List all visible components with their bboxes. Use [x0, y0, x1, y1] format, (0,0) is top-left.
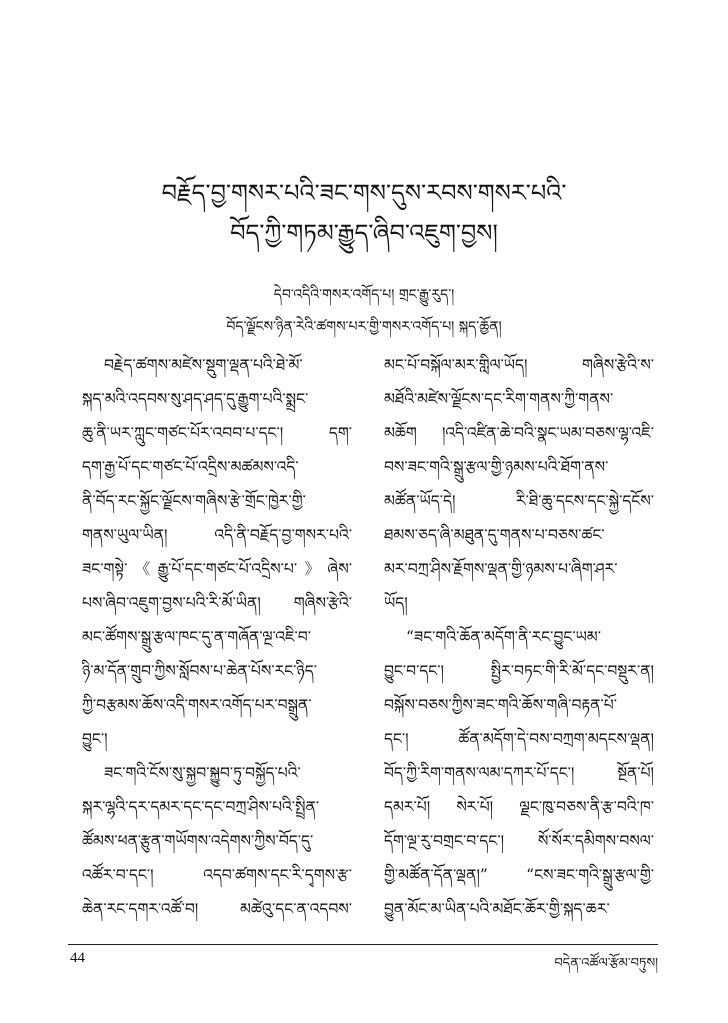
right-column [384, 348, 654, 926]
body-line: མཚོན་ཡོད་དེ། རི་ཐི་ཆུ་དངས་དང་སྐྱེ་དངོས་ [384, 492, 654, 510]
body-line: སྐད་མའི་འདབས་སུ་ཤད་ཤད་དུ་རྒྱུག་པའི་སྨྲང་ [82, 390, 309, 408]
body-line: ཟང་གསྟེ་《རྒྱུ་པོ་དང་གཙང་པོ་འདྲིས་པ་》ཞེས་ [82, 560, 352, 578]
body-line: མཆོག །འདི་འཛིན་ཆེ་བའི་སྣང་ཡམ་བཅས་ལྷ་འཇི་ [384, 424, 654, 442]
left-column [82, 348, 352, 926]
body-line: འཚོར་བ་དང་། འདབ་ཚགས་དང་རི་དྭགས་རྩ་ [82, 866, 352, 884]
body-line: དམར་པོ། སེར་པོ། ལྗང་ཁུ་བཅས་ནི་རྩ་བའི་ཁ་ [384, 798, 654, 816]
body-line: དང་། ཚོན་མདོག་དེ་བས་བཀྲག་མདངས་ལྡན། [384, 730, 654, 748]
body-line: ཟང་གའི་ངོས་སུ་སྐྱབ་སྐྱུབ་ཏུ་བསྐྱོད་པའི་ [104, 764, 301, 782]
body-line: མང་པོ་བསྐོལ་མར་གླིལ་ཡོད། གཞིས་རྩེའི་ས་ [384, 356, 654, 374]
body-line: ཐམས་ཅད་ཞི་མཐུན་དུ་གནས་པ་བཅས་ཚང་ [384, 526, 605, 544]
page-number: 44 [70, 950, 85, 966]
body-line: མང་ཚོགས་སྒྲུ་རྩལ་ཁང་དུ་ན་གཞོན་ལྔ་འཇི་བ་ [82, 628, 311, 646]
article-title-line-1: བརྗོད་བྱ་གསར་པའི་ཟང་གས་དུས་རབས་གསར་པའི་ [161, 179, 567, 207]
body-line: ནི་བོད་རང་སྐྱོང་ལྗོངས་གཞིས་རྩེ་གྲོང་ཁྱེར་གྱི་ [82, 492, 306, 510]
body-line: བྱུན་མོང་མ་ཡིན་པའི་མཐོང་ཆོར་གྱི་སྐད་ཆར་ [384, 900, 610, 918]
article-title-line-2: བོད་ཀྱི་གཏམ་རྒྱུད་ཞིབ་འཇུག་བྱས། [230, 219, 498, 247]
body-line: ཉི་མ་དོན་གྲུབ་ཀྱིས་སློབས་པ་ཆེན་པོས་རང་ཉིད་ [82, 662, 317, 680]
body-line: བས་ཟང་གའི་སྒྲུ་རྩལ་གྱི་ཉམས་པའི་ཐོག་ནས་ [384, 458, 609, 476]
body-line: བྱུང་། [82, 730, 108, 748]
body-line: པས་ཞིབ་འཇུག་བྱས་པའི་རི་མོ་ཡིན། གཞིས་རྩེའི་ [82, 594, 352, 612]
body-line: གྱི་མཚོན་དོན་ལྡན།” “ངས་ཟང་གའི་སྒྲུ་རྩལ་གྱི་ [384, 866, 654, 884]
body-line: ཚོམས་ཕན་རྩུན་གཡོགས་འདེགས་ཀྱིས་བོད་དུ་ [82, 832, 314, 850]
body-line: དོག་ལྔ་རུ་བགྲང་བ་དང་། སོ་སོར་དམིགས་བསལ་ [384, 832, 654, 850]
body-line: སྐར་ལྷའི་དར་དམར་དང་དང་བཀྲ་ཤིས་པའི་སྤྲིན་ [82, 798, 320, 816]
body-line: ཡོད། [384, 594, 408, 612]
body-line: ཆེན་རང་དགར་འཚོ་བ། མཚེའུ་དང་ན་འདབས་ [82, 900, 352, 918]
footer-rule [68, 944, 658, 945]
author-line-1: དེབ་འདིའི་གསར་འགོད་པ། གྲང་རྒྱུ་རུད་། [273, 287, 455, 303]
running-title: བདེན་འཚོལ་རྩོམ་བཏུས། [554, 956, 658, 971]
body-line: བསྐོས་བཅས་ཀྱིས་ཟང་གའི་ཆོས་གཞི་བརྟན་པོ་ [384, 696, 617, 714]
body-line: མར་བཀྲ་ཤིས་རྗོགས་ལྡན་གྱི་ཉམས་པ་ཞིག་ཤར་ [384, 560, 618, 578]
body-line: ཀྱི་བརྩམས་ཆོས་འདི་གསར་འགོད་པར་བསྒྲུན་ [82, 696, 312, 714]
body-line: བྱུང་བ་དང་། སྤྱིར་བཏང་གི་རི་མོ་དང་བསྡུར་ན། [384, 662, 654, 680]
body-line: དག་རྒྱ་པོ་དང་གཙང་པོ་འདྲིས་མཚམས་འདི་ [82, 458, 299, 476]
author-line-2: བོད་ལྗོངས་ཉིན་རེའི་ཚགས་པར་གྱི་གསར་འགོད་པ། སྐད་ཆྱོན། [226, 319, 502, 335]
body-line: བོད་ཀྱི་རིག་གནས་ལམ་དཀར་པོ་དང་། སྔོན་པོ། [384, 764, 654, 782]
body-line: ཆུ་ནི་ཡར་ཀླུང་གཙང་པོར་འབབ་པ་དང་། དག་ [82, 424, 352, 442]
body-line: བརྗེད་ཚགས་མཛེས་སྡུག་ལྡན་པའི་ཐེ་མོ་ [104, 356, 303, 374]
body-line: “ཟང་གའི་ཆོན་མདོག་ནི་རང་བྱུང་ཡམ་ [406, 628, 601, 646]
body-line: གནས་ཡུལ་ཡིན། འདི་ནི་བརྗོད་བྱ་གསར་པའི་ [82, 526, 352, 544]
body-line: མཐོའི་མཛེས་ལྗོངས་དང་རིག་གནས་ཀྱི་གནས་ [384, 390, 614, 408]
